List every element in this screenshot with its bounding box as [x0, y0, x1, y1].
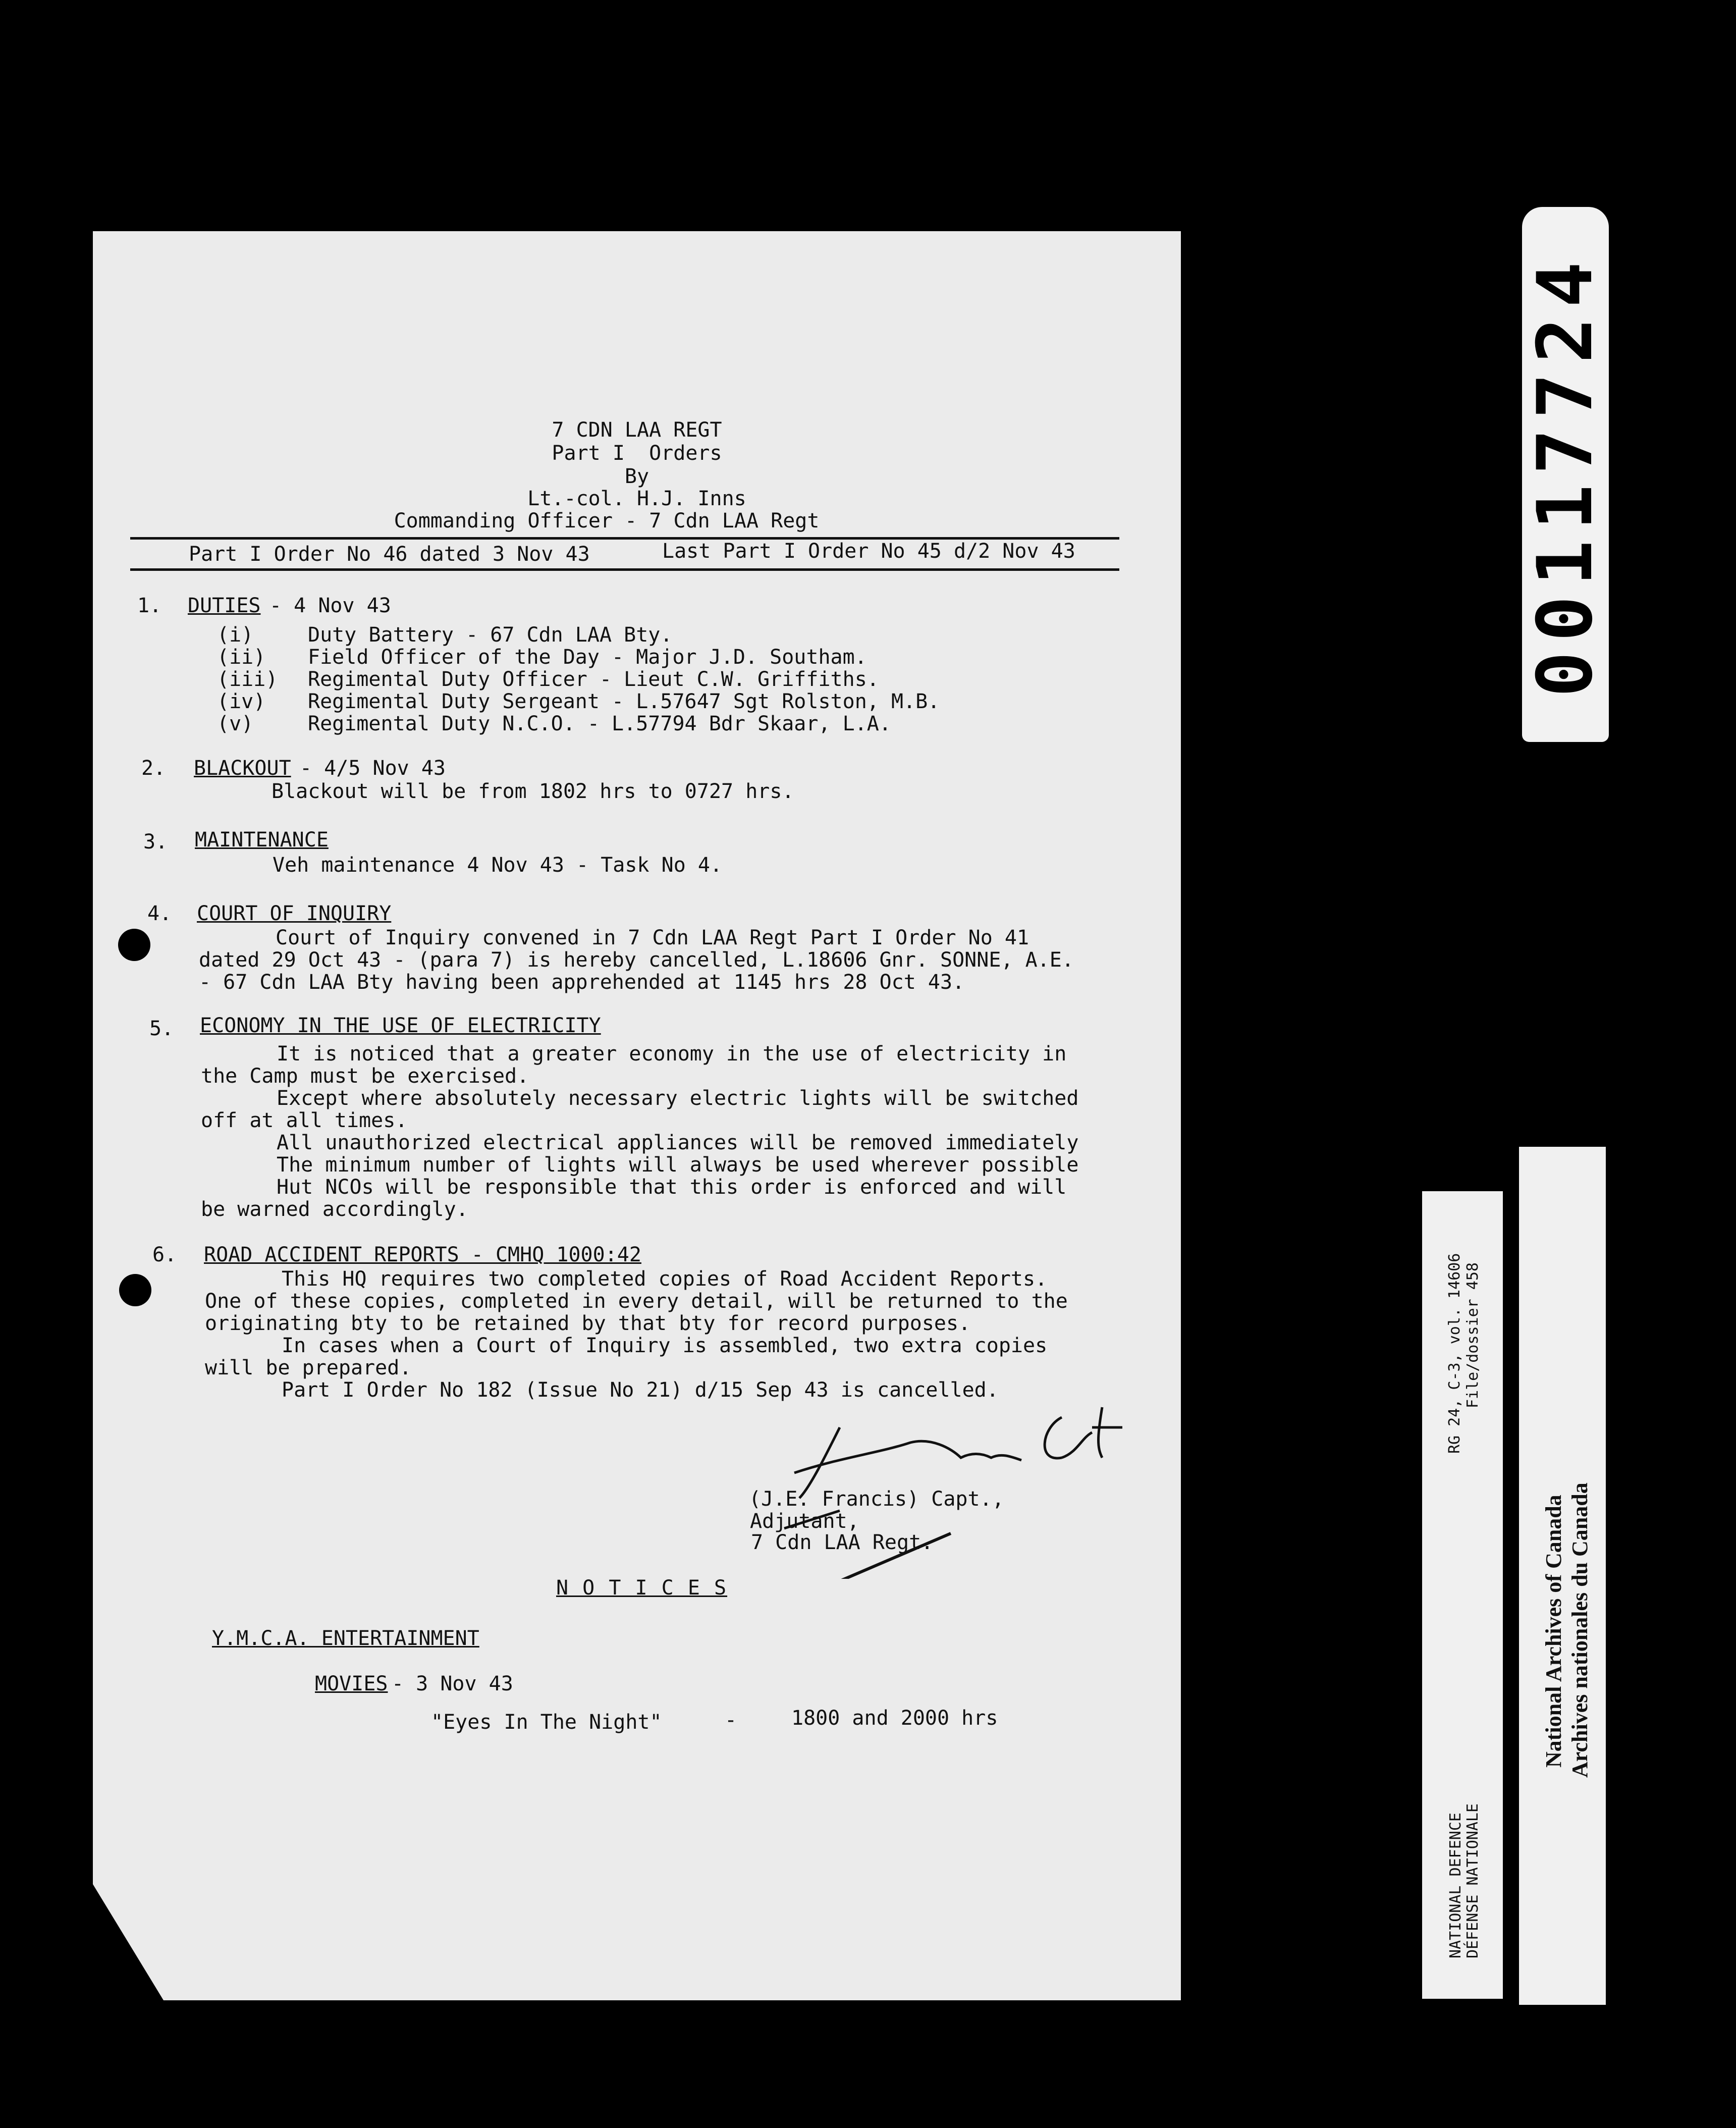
duty-index: (v) — [217, 712, 254, 735]
department-line-2: DÉFENSE NATIONALE — [1464, 1803, 1482, 1958]
court-line: - 67 Cdn LAA Bty having been apprehended at 1145 hrs 28 Oct 43. — [199, 971, 965, 994]
film-times: 1800 and 2000 hrs — [791, 1707, 998, 1730]
order-document — [93, 231, 1181, 2000]
road-line: originating bty to be retained by that bty for record purposes. — [205, 1312, 971, 1335]
frame-number-stamp — [1522, 207, 1609, 742]
economy-line: Except where absolutely necessary electric lights will be switched — [277, 1087, 1079, 1110]
last-order-reference: Last Part I Order No 45 d/2 Nov 43 — [662, 540, 1075, 563]
punch-hole — [118, 929, 150, 961]
header-rule-bottom — [130, 568, 1119, 571]
frame-number: 00117724 — [1522, 251, 1609, 698]
road-title: ROAD ACCIDENT REPORTS - CMHQ 1000:42 — [204, 1243, 641, 1266]
duty-index: (ii) — [217, 646, 266, 669]
maintenance-number: 3. — [143, 830, 168, 854]
road-number: 6. — [152, 1243, 177, 1266]
reference-line-1: RG 24, C-3, vol. 14606 — [1446, 1253, 1463, 1454]
court-line: Court of Inquiry convened in 7 Cdn LAA Regt Part I Order No 41 — [276, 926, 1029, 949]
blackout-date: - 4/5 Nov 43 — [300, 757, 446, 780]
economy-title: ECONOMY IN THE USE OF ELECTRICITY — [200, 1014, 601, 1037]
economy-line: The minimum number of lights will always be used wherever possible — [277, 1153, 1079, 1177]
road-line: In cases when a Court of Inquiry is assembled, two extra copies — [282, 1334, 1048, 1357]
road-line: Part I Order No 182 (Issue No 21) d/15 Sep 43 is cancelled. — [282, 1378, 999, 1402]
punch-hole — [119, 1274, 151, 1306]
duty-item: Regimental Duty Officer - Lieut C.W. Griffiths. — [308, 668, 879, 691]
ymca-heading: Y.M.C.A. ENTERTAINMENT — [212, 1627, 479, 1650]
header-by: By — [624, 465, 649, 488]
folded-corner — [93, 1884, 164, 2000]
economy-line: the Camp must be exercised. — [201, 1065, 529, 1088]
duties-number: 1. — [137, 594, 162, 617]
department-line-1: NATIONAL DEFENCE — [1447, 1813, 1464, 1958]
economy-line: All unauthorized electrical appliances will be removed immediately — [277, 1131, 1079, 1154]
archives-name-strip — [1519, 1147, 1606, 2005]
court-number: 4. — [147, 902, 172, 925]
economy-line: Hut NCOs will be responsible that this order is enforced and will — [277, 1176, 1067, 1199]
movies-date: - 3 Nov 43 — [392, 1672, 513, 1695]
duty-index: (i) — [217, 623, 254, 647]
maintenance-title: MAINTENANCE — [195, 828, 329, 852]
header-unit: 7 CDN LAA REGT — [552, 418, 722, 442]
court-line: dated 29 Oct 43 - (para 7) is hereby cancelled, L.18606 Gnr. SONNE, A.E. — [199, 948, 1074, 972]
signatory-unit: 7 Cdn LAA Regt. — [751, 1531, 934, 1554]
duty-item: Regimental Duty N.C.O. - L.57794 Bdr Skaar, L.A. — [308, 712, 891, 735]
signatory-name: (J.E. Francis) Capt., — [749, 1487, 1004, 1511]
blackout-body: Blackout will be from 1802 hrs to 0727 hrs. — [272, 780, 794, 803]
film-dash: - — [725, 1709, 737, 1732]
economy-line: be warned accordingly. — [201, 1198, 468, 1221]
notices-title: N O T I C E S — [556, 1576, 728, 1600]
duty-item: Regimental Duty Sergeant - L.57647 Sgt Rolston, M.B. — [308, 690, 940, 713]
duty-index: (iii) — [217, 668, 278, 691]
archives-name-en: National Archives of Canada — [1541, 1495, 1566, 1768]
reference-line-2: File/dossier 458 — [1464, 1262, 1482, 1408]
duty-item: Field Officer of the Day - Major J.D. Southam. — [308, 646, 867, 669]
archives-name-fr: Archives nationales du Canada — [1567, 1482, 1592, 1778]
movies-label: MOVIES — [315, 1672, 388, 1695]
road-line: One of these copies, completed in every detail, will be returned to the — [205, 1290, 1068, 1313]
blackout-title: BLACKOUT — [194, 757, 291, 780]
road-line: will be prepared. — [205, 1356, 412, 1379]
duties-title: DUTIES — [188, 594, 261, 617]
economy-line: It is noticed that a greater economy in the use of electricity in — [277, 1042, 1067, 1066]
blackout-number: 2. — [141, 757, 166, 780]
economy-number: 5. — [149, 1017, 174, 1040]
header-appointment: Commanding Officer - 7 Cdn LAA Regt — [394, 509, 820, 533]
signatory-role: Adjutant, — [750, 1510, 859, 1533]
court-title: COURT OF INQUIRY — [197, 902, 392, 925]
road-line: This HQ requires two completed copies of Road Accident Reports. — [282, 1267, 1048, 1291]
film-title: "Eyes In The Night" — [431, 1711, 662, 1734]
maintenance-body: Veh maintenance 4 Nov 43 - Task No 4. — [273, 854, 723, 877]
economy-line: off at all times. — [201, 1109, 408, 1132]
archive-reference-strip — [1422, 1191, 1503, 1999]
duty-index: (iv) — [217, 690, 266, 713]
order-reference: Part I Order No 46 dated 3 Nov 43 — [189, 543, 590, 566]
duties-date: - 4 Nov 43 — [269, 594, 391, 617]
duty-item: Duty Battery - 67 Cdn LAA Bty. — [308, 623, 673, 647]
header-part: Part I Orders — [552, 442, 722, 465]
header-officer: Lt.-col. H.J. Inns — [527, 487, 746, 510]
